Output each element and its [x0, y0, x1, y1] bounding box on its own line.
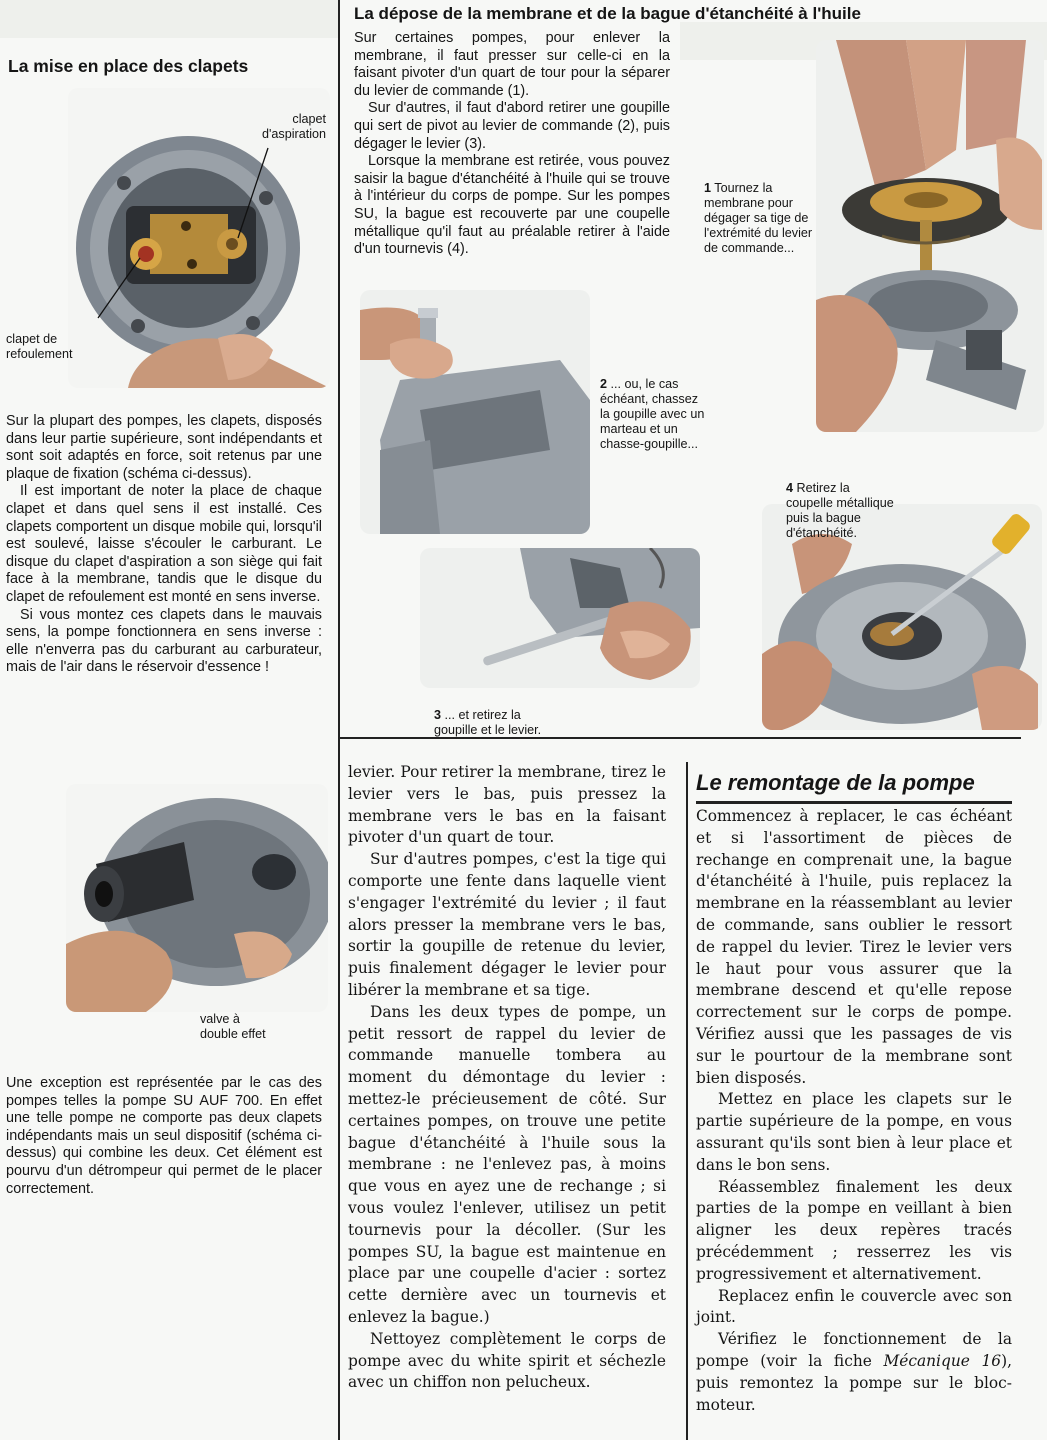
paragraph: Si vous montez ces clapets dans le mauvais sens, la pompe fonctionnera en sens inverse : elle n'enverra pas du carburant au carburateur, mais de l'air dans le réservoir d'essence ! [6, 606, 322, 676]
paragraph: Nettoyez complètement le corps de pompe avec du white spirit et séchezle avec un chiffon non pelucheux. [348, 1329, 666, 1392]
left-body-text [6, 413, 322, 677]
title-underline [696, 801, 1012, 804]
caption-number: 2 [600, 377, 608, 391]
reference-title: Mécanique 16 [883, 1351, 1002, 1370]
paragraph: Sur la plupart des pompes, les clapets, disposés dans leur partie supérieure, sont indépendants et sont soit adaptés en force, soit retenus par une plaque de fixation (schéma ci-dessus). [6, 413, 322, 482]
column-divider [686, 762, 688, 1440]
caption-step4 [786, 466, 894, 541]
caption-step3 [434, 693, 541, 738]
paragraph: Réassemblez finalement les deux parties de la pompe en veillant à bien aligner les deux repères tracés précédemment ; resserrez les vis progressivement et alternativement. [696, 1177, 1012, 1283]
photo-step2-goupille [360, 290, 590, 534]
caption-text: Retirez la coupelle métallique puis la bague d'étanchéité. [786, 481, 894, 540]
text-run: Vérifiez le fonctionnement de la pompe (voir la fiche [696, 1330, 1012, 1370]
section-title-remontage: Le remontage de la pompe [696, 770, 975, 795]
paragraph: Il est important de noter la place de chaque clapet et dans quel sens il est installé. Ces clapets comportent un disque mobile qui, lorsqu'il est soulevé, laisse s'écouler le carburant. Le disque du clapet d'aspiration a son siège qui fait face à la membrane, tandis que le disque du clapet de refoulement est monté en sens inverse. [6, 483, 322, 605]
middle-body-text [348, 762, 666, 1394]
paragraph: Commencez à replacer, le cas échéant et si l'assortiment de pièces de rechange en comprenait une, la bague d'étanchéité à l'huile, puis replacez la membrane en la réassemblant au levier de commande, sans oublier le ressort de rappel du levier. Tirez le levier vers le haut pour vous assurer que la membrane descend et qu'elle repose correctement sur le corps de pompe. Vérifiez aussi que les passages de vis sur le pourtour de la membrane sont bien disposés. [696, 807, 1012, 1087]
paragraph: Une exception est représentée par le cas des pompes telles la pompe SU AUF 700. En effet une telle pompe ne comporte pas deux clapets indépendants mais un seul dispositif (schéma ci-dessus) qui combine les deux. Cet élément est pourvu d'un détrompeur qui permet de le placer correctement. [6, 1075, 322, 1197]
paragraph: Sur d'autres, il faut d'abord retirer une goupille qui sert de pivot au levier de commande (2), puis dégager le levier (3). [354, 100, 670, 152]
column-divider [338, 0, 340, 1440]
paragraph [696, 1329, 1012, 1416]
section-title-clapets: La mise en place des clapets [8, 56, 249, 76]
section-title-depose: La dépose de la membrane et de la bague d'étanchéité à l'huile [354, 4, 861, 23]
caption-text: ... et retirez la goupille et le levier. [434, 708, 542, 737]
caption-text: ... ou, le cas échéant, chassez la goupille avec un marteau et un chasse-goupille... [600, 377, 705, 451]
caption-number: 4 [786, 481, 794, 495]
label-valve-double-effet: valve à double effet [200, 1012, 266, 1041]
photo-step1-membrane [816, 40, 1044, 432]
right-body-text [696, 806, 1012, 1416]
bleed-through-band-left [0, 0, 338, 38]
label-clapet-aspiration: clapet d'aspiration [261, 112, 326, 141]
paragraph: Mettez en place les clapets sur le partie supérieure de la pompe, en vous assurant qu'ils sont bien à leur place et dans le bon sens. [696, 1090, 1012, 1174]
caption-number: 1 [704, 181, 712, 195]
label-clapet-refoulement: clapet de refoulement [6, 332, 73, 361]
caption-text: Tournez la membrane pour dégager sa tige de l'extrémité du levier de commande... [704, 181, 813, 255]
caption-number: 3 [434, 708, 442, 722]
paragraph: Dans les deux types de pompe, un petit ressort de rappel du levier de commande manuelle tombera au moment du démontage du levier : mettez-le précieusement de côté. Sur certaines pompes, on trouve une petite bague d'étanchéité à l'huile sous la membrane : ne l'enlevez pas, à moins que vous en ayez une de rechange ; si vous voulez l'enlever, utilisez un petit tournevis pour la décoller. (Sur les pompes SU, la bague est maintenue en place par une coupelle d'acier : sortez cette dernière avec un tournevis et enlevez la bague.) [348, 1002, 666, 1326]
caption-step2 [600, 362, 704, 452]
paragraph: levier. Pour retirer la membrane, tirez le levier vers le bas, puis pressez la membrane vers le bas en la faisant pivoter d'un quart de tour. [348, 763, 666, 847]
text-run: ), puis remontez la pompe sur le bloc-moteur. [696, 1351, 1012, 1414]
paragraph: Sur d'autres pompes, c'est la tige qui comporte une fente dans laquelle vient s'engager l'extrémité du levier ; il faut alors presser la membrane vers le bas, sortir la goupille de retenue du levier, puis finalement dégager le levier pour libérer la membrane et sa tige. [348, 850, 666, 999]
left-body-text-2 [6, 1075, 322, 1198]
photo-double-valve [66, 784, 328, 1012]
photo-step3-levier [420, 548, 700, 688]
top-body-text [354, 30, 670, 259]
paragraph: Replacez enfin le couvercle avec son joint. [696, 1286, 1012, 1327]
paragraph: Sur certaines pompes, pour enlever la membrane, il faut presser sur celle-ci en la faisant pivoter d'un quart de tour pour la séparer du levier de commande (1). [354, 30, 670, 99]
paragraph: Lorsque la membrane est retirée, vous pouvez saisir la bague d'étanchéité à l'huile qui se trouve à l'intérieur du corps de pompe. Sur les pompes SU, la bague est recouverte par une coupelle métallique qu'il faut au préalable retirer à l'aide d'un tournevis (4). [354, 153, 670, 258]
caption-step1 [704, 166, 812, 256]
